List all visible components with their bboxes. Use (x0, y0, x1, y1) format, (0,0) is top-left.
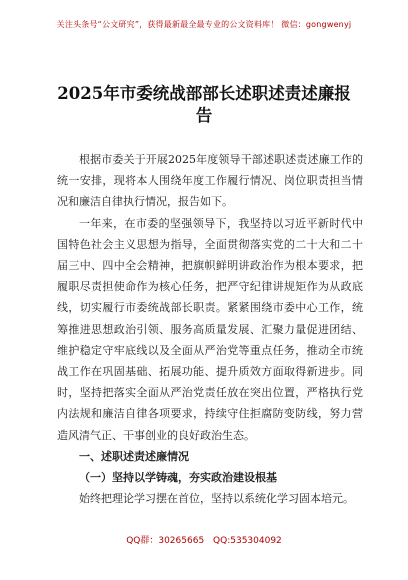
subsection-heading: （一）坚持以学铸魂，夯实政治建设根基 (79, 471, 277, 485)
overview-paragraph: 一年来，在市委的坚强领导下，我坚持以习近平新时代中国特色社会主义思想为指导，全面贯彻落实党的二十大和二十届三中、四中全会精神，把旗帜鲜明讲政治作为根本要求，把履职尽责担使命作为核心任务，把严守纪律讲规矩作为从政底线，切实履行市委统战部长职责。紧紧围绕市委中心工作，统筹推进思想政治引领、服务高质量发展、汇聚力量促进团结、维护稳定守牢底线以及全面从严治党等重点任务，推动全市统战工作在巩固基础、拓展功能、提升质效方面取得新进步。同时，坚持把落实全面从严治党责任放在突出位置，严格执行党内法规和廉洁自律各项要求，持续守住拒腐防变防线，努力营造风清气正、干事创业的良好政治生态。 (57, 216, 363, 442)
study-paragraph: 始终把理论学习摆在首位，坚持以系统化学习固本培元。 (79, 492, 354, 506)
qq-group-text: QQ群：30265665 (126, 536, 205, 546)
qq-contact-text: QQ:535304092 (213, 536, 282, 546)
contact-footer (0, 533, 408, 546)
intro-paragraph: 根据市委关于开展2025年度领导干部述职述责述廉工作的统一安排，现将本人围绕年度工作履行情况、岗位职责担当情况和廉洁自律执行情况，报告如下。 (57, 153, 363, 209)
promo-banner: 关注头条号“公文研究”，获得最新最全最专业的公文资料库！ 微信：gongwenyj (56, 20, 352, 29)
document-body (57, 149, 363, 509)
section-heading: 一、述职述责述廉情况 (79, 449, 189, 463)
document-title: 2025年市委统战部部长述职述责述廉报告 (57, 84, 351, 125)
